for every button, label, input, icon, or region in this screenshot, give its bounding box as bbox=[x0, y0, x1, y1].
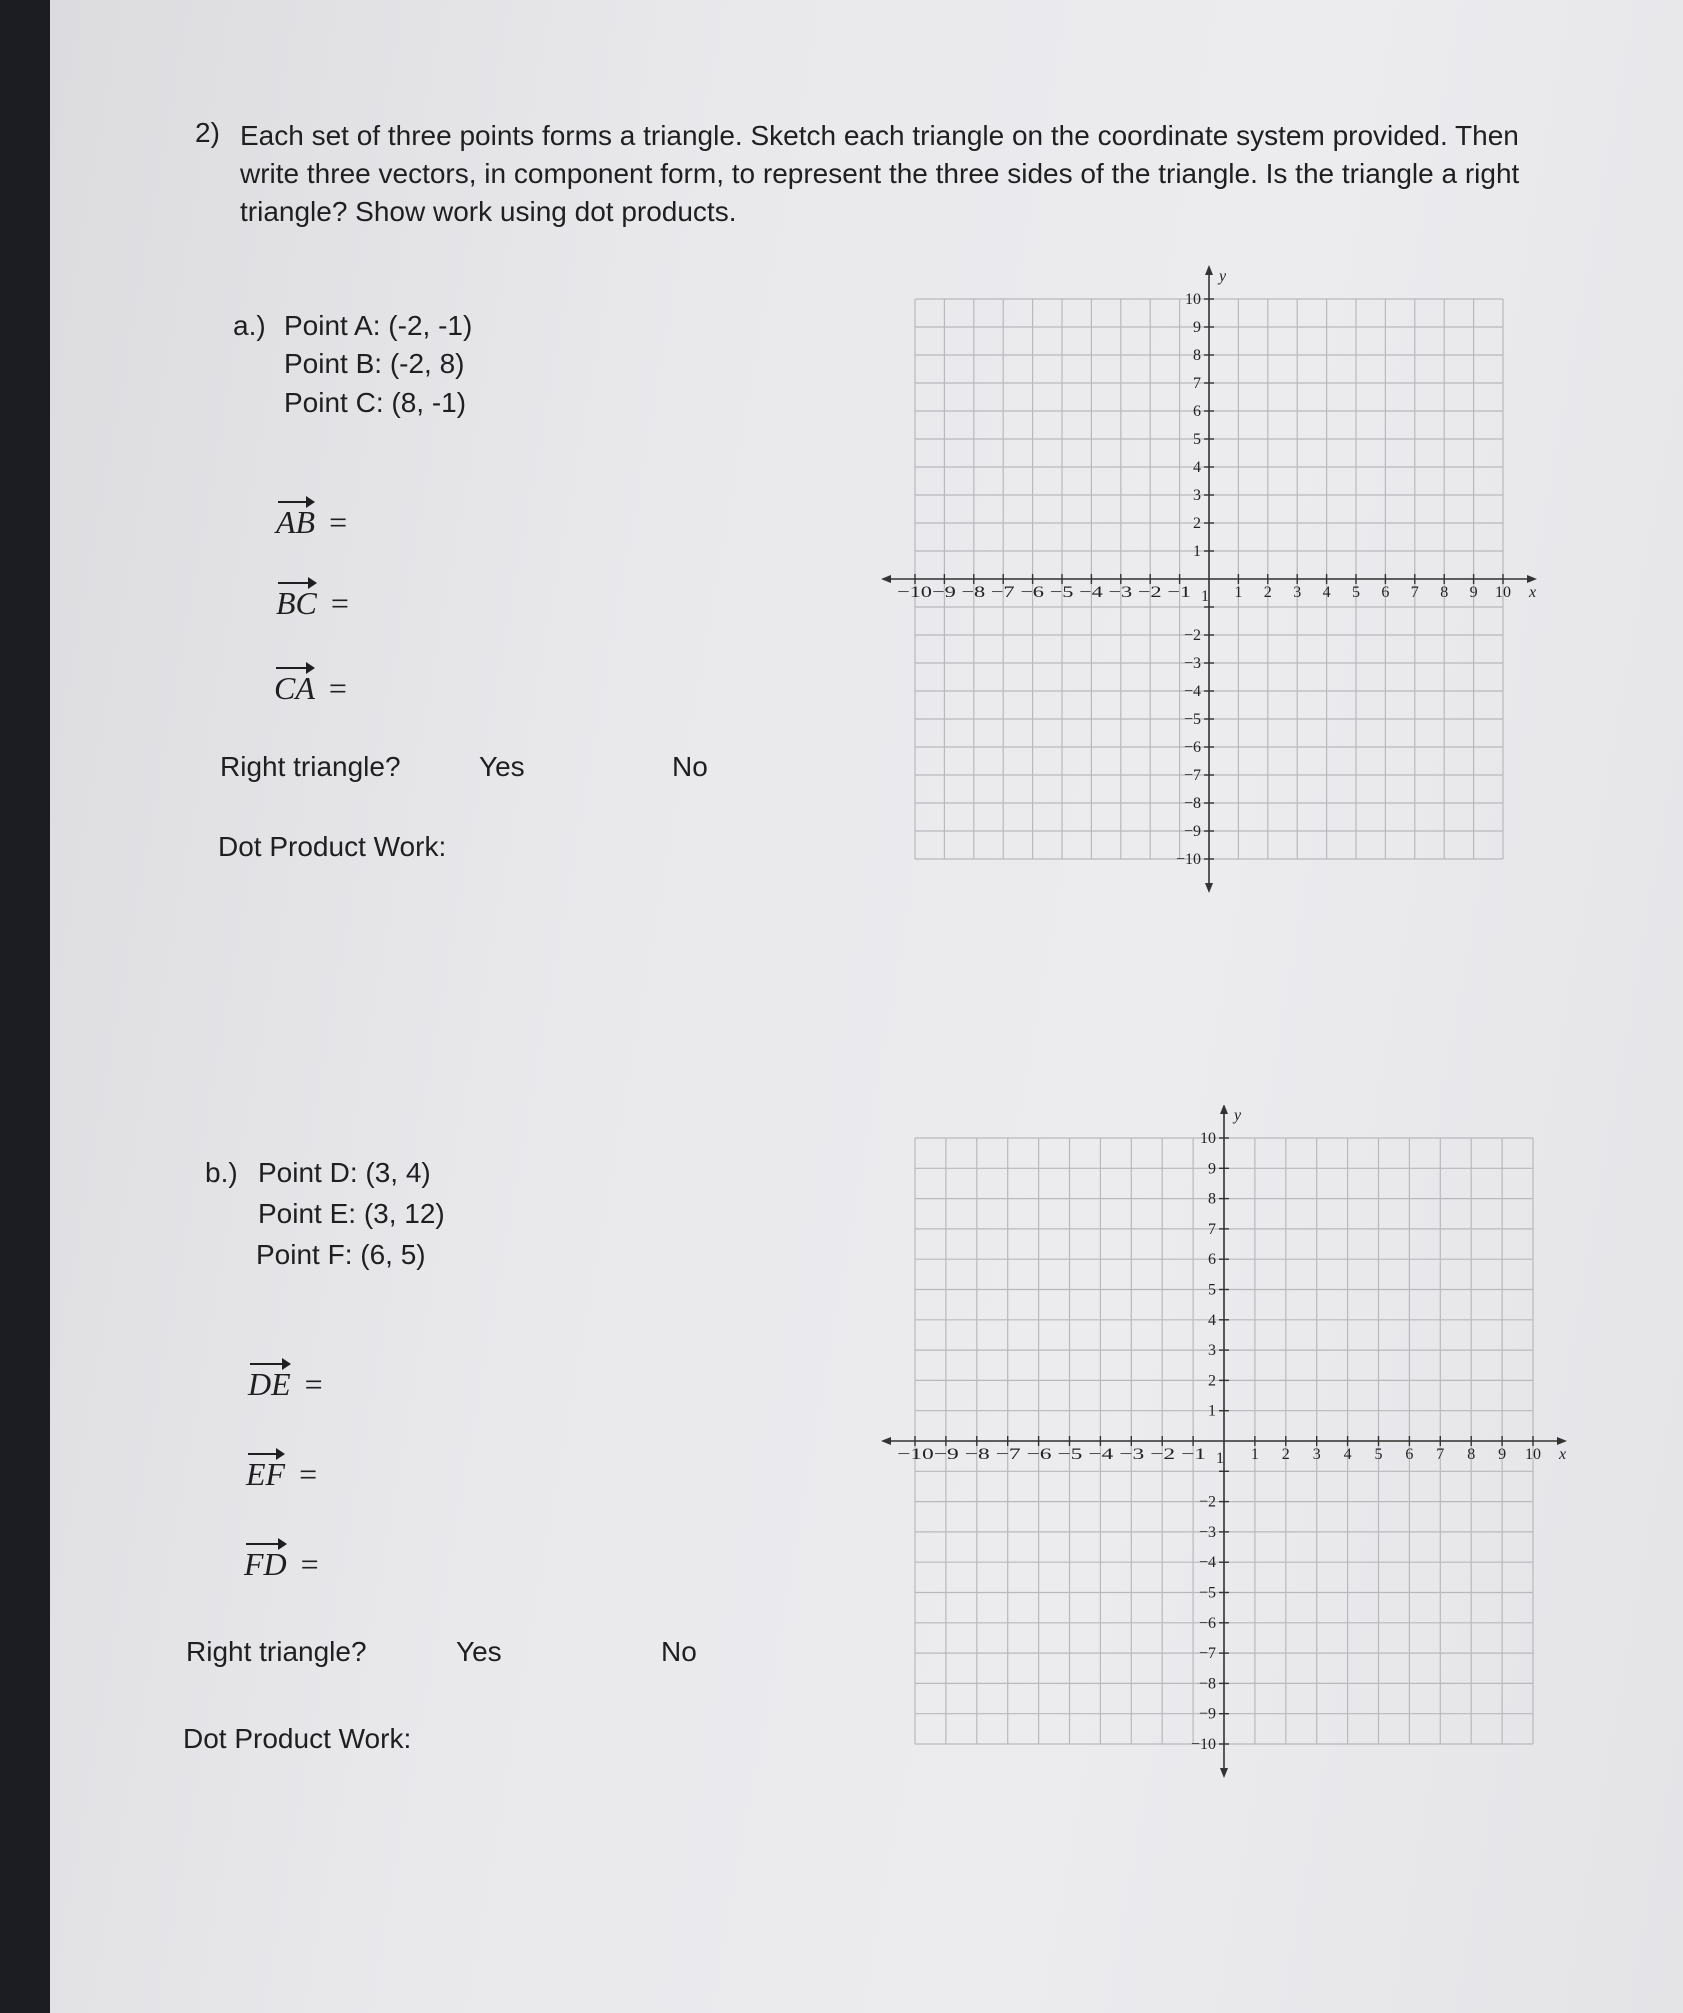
y-tick-label: 6 bbox=[1193, 403, 1201, 420]
y-tick-label: −5 bbox=[1183, 711, 1201, 728]
x-tick-label: 5 bbox=[1352, 584, 1360, 601]
vector-ab bbox=[276, 504, 347, 541]
y-tick-label: 4 bbox=[1208, 1311, 1216, 1329]
y-tick-label: −9 bbox=[1183, 823, 1201, 840]
y-axis-arrow-up bbox=[1205, 265, 1213, 275]
y-tick-label: −5 bbox=[1198, 1584, 1216, 1602]
y-tick-label: 1 bbox=[1193, 543, 1201, 560]
y-tick-label: −4 bbox=[1198, 1554, 1216, 1572]
y-axis-arrow-down bbox=[1220, 1768, 1228, 1778]
vector-ef-name: EF bbox=[246, 1456, 286, 1492]
y-tick-label: −6 bbox=[1198, 1614, 1216, 1632]
y-tick-label: −2 bbox=[1198, 1493, 1216, 1511]
x-tick-label: 8 bbox=[1467, 1446, 1476, 1463]
point-d: Point D: (3, 4) bbox=[258, 1157, 431, 1188]
vector-ca-eq: = bbox=[328, 670, 347, 706]
vector-fd-name: FD bbox=[244, 1546, 287, 1582]
vector-ef-eq: = bbox=[299, 1456, 318, 1492]
x-axis-arrow-left bbox=[881, 1437, 891, 1445]
x-tick-label: 7 bbox=[1436, 1446, 1445, 1463]
x-axis-arrow-right bbox=[1557, 1437, 1567, 1445]
y-tick-label: −7 bbox=[1198, 1645, 1216, 1663]
vector-de bbox=[248, 1366, 323, 1403]
y-tick-label: −10 bbox=[1190, 1736, 1216, 1753]
origin-label: 1 bbox=[1216, 1450, 1224, 1467]
y-axis-arrow-up bbox=[1220, 1105, 1228, 1114]
y-tick-label: 3 bbox=[1193, 487, 1201, 504]
part-a-dot-product-work: Dot Product Work: bbox=[218, 831, 447, 862]
y-tick-label: 5 bbox=[1193, 431, 1201, 448]
y-tick-label: 8 bbox=[1208, 1190, 1216, 1208]
y-tick-label: 9 bbox=[1208, 1160, 1216, 1178]
y-tick-label: 7 bbox=[1193, 375, 1201, 392]
vector-ef bbox=[246, 1456, 317, 1493]
point-c: Point C: (8, -1) bbox=[284, 387, 467, 418]
y-axis-label: y bbox=[1234, 1107, 1242, 1124]
coordinate-grid-b[interactable] bbox=[875, 1105, 1575, 1795]
origin-label: 1 bbox=[1201, 588, 1209, 605]
x-tick-label: 3 bbox=[1293, 584, 1302, 601]
point-e: Point E: (3, 12) bbox=[258, 1198, 445, 1229]
y-tick-label: −8 bbox=[1198, 1675, 1216, 1693]
y-tick-label: 10 bbox=[1185, 291, 1201, 308]
y-tick-label: −6 bbox=[1183, 739, 1201, 756]
y-axis-arrow-down bbox=[1205, 883, 1213, 893]
part-b-right-triangle-label: Right triangle? bbox=[186, 1636, 367, 1667]
y-tick-label: 3 bbox=[1208, 1342, 1216, 1360]
vector-ab-eq: = bbox=[329, 504, 348, 540]
y-tick-label: 7 bbox=[1208, 1220, 1216, 1238]
point-b: Point B: (-2, 8) bbox=[284, 348, 465, 379]
x-tick-label: 7 bbox=[1410, 584, 1419, 601]
y-tick-label: −9 bbox=[1198, 1705, 1216, 1723]
y-tick-label: 4 bbox=[1193, 459, 1201, 476]
y-tick-label: 6 bbox=[1208, 1251, 1216, 1269]
part-a-yes-option[interactable]: Yes bbox=[479, 751, 525, 782]
y-tick-label: 5 bbox=[1208, 1281, 1216, 1299]
y-tick-label: −3 bbox=[1198, 1523, 1216, 1541]
vector-de-name: DE bbox=[248, 1366, 291, 1402]
y-tick-label: 9 bbox=[1193, 319, 1201, 336]
question-text: Each set of three points forms a triangle. Sketch each triangle on the coordinate system provided. Then write three vectors, in component form, to represent the three sides of the triangle. Is the triangle a right triangle? Show work using dot products. bbox=[240, 120, 1520, 227]
y-tick-label: 8 bbox=[1193, 347, 1201, 364]
x-axis-arrow-left bbox=[881, 575, 891, 583]
x-tick-label: 10 bbox=[1525, 1446, 1541, 1463]
part-b-label: b.) bbox=[205, 1157, 238, 1188]
y-tick-label: −2 bbox=[1183, 627, 1201, 644]
x-tick-label: 9 bbox=[1469, 584, 1478, 601]
x-tick-label: 2 bbox=[1263, 584, 1272, 601]
point-f: Point F: (6, 5) bbox=[256, 1239, 426, 1270]
x-tick-label: 10 bbox=[1495, 584, 1511, 601]
x-tick-labels-negative: −10−9 −8 −7 −6 −5 −4 −3 −2 −1 bbox=[897, 1446, 1206, 1463]
y-tick-label: −4 bbox=[1183, 683, 1201, 700]
vector-fd-eq: = bbox=[300, 1546, 319, 1582]
x-tick-label: 8 bbox=[1440, 584, 1449, 601]
x-tick-label: 2 bbox=[1281, 1446, 1290, 1463]
x-axis-label: x bbox=[1529, 584, 1537, 601]
x-tick-label: 4 bbox=[1322, 584, 1331, 601]
x-tick-label: 9 bbox=[1498, 1446, 1507, 1463]
question-number: 2) bbox=[195, 117, 220, 148]
part-a-label: a.) bbox=[233, 310, 266, 341]
x-tick-label: 4 bbox=[1343, 1446, 1352, 1463]
y-tick-label: −3 bbox=[1183, 655, 1201, 672]
y-tick-label: 10 bbox=[1200, 1130, 1216, 1147]
vector-ab-name: AB bbox=[276, 504, 316, 540]
y-tick-label: 1 bbox=[1208, 1402, 1216, 1420]
x-tick-label: 1 bbox=[1250, 1446, 1259, 1463]
vector-de-eq: = bbox=[304, 1366, 323, 1402]
y-tick-label: −7 bbox=[1183, 767, 1201, 784]
coordinate-grid-a[interactable] bbox=[875, 262, 1555, 897]
x-axis-arrow-right bbox=[1527, 575, 1537, 583]
vector-ca-name: CA bbox=[274, 670, 315, 706]
y-tick-label: 2 bbox=[1193, 515, 1201, 532]
y-tick-label: −10 bbox=[1175, 851, 1201, 868]
part-b-no-option[interactable]: No bbox=[661, 1636, 697, 1667]
y-axis-label: y bbox=[1219, 268, 1227, 285]
vector-ca bbox=[274, 670, 347, 707]
x-tick-label: 5 bbox=[1374, 1446, 1383, 1463]
vector-bc bbox=[276, 585, 349, 622]
part-a-no-option[interactable]: No bbox=[672, 751, 708, 782]
part-b-yes-option[interactable]: Yes bbox=[456, 1636, 502, 1667]
x-tick-label: 3 bbox=[1312, 1446, 1321, 1463]
x-axis-label: x bbox=[1559, 1446, 1567, 1463]
vector-bc-name: BC bbox=[276, 585, 317, 621]
x-tick-label: 6 bbox=[1381, 584, 1390, 601]
y-tick-label: −8 bbox=[1183, 795, 1201, 812]
part-a-right-triangle-label: Right triangle? bbox=[220, 751, 401, 782]
vector-bc-eq: = bbox=[330, 585, 349, 621]
x-tick-label: 6 bbox=[1405, 1446, 1414, 1463]
point-a: Point A: (-2, -1) bbox=[284, 310, 473, 341]
y-tick-label: 2 bbox=[1208, 1372, 1216, 1390]
part-b-dot-product-work: Dot Product Work: bbox=[183, 1723, 412, 1754]
x-tick-label: 1 bbox=[1234, 584, 1243, 601]
vector-fd bbox=[244, 1546, 319, 1583]
x-tick-labels-negative: −10−9 −8 −7 −6 −5 −4 −3 −2 −1 bbox=[897, 584, 1191, 601]
